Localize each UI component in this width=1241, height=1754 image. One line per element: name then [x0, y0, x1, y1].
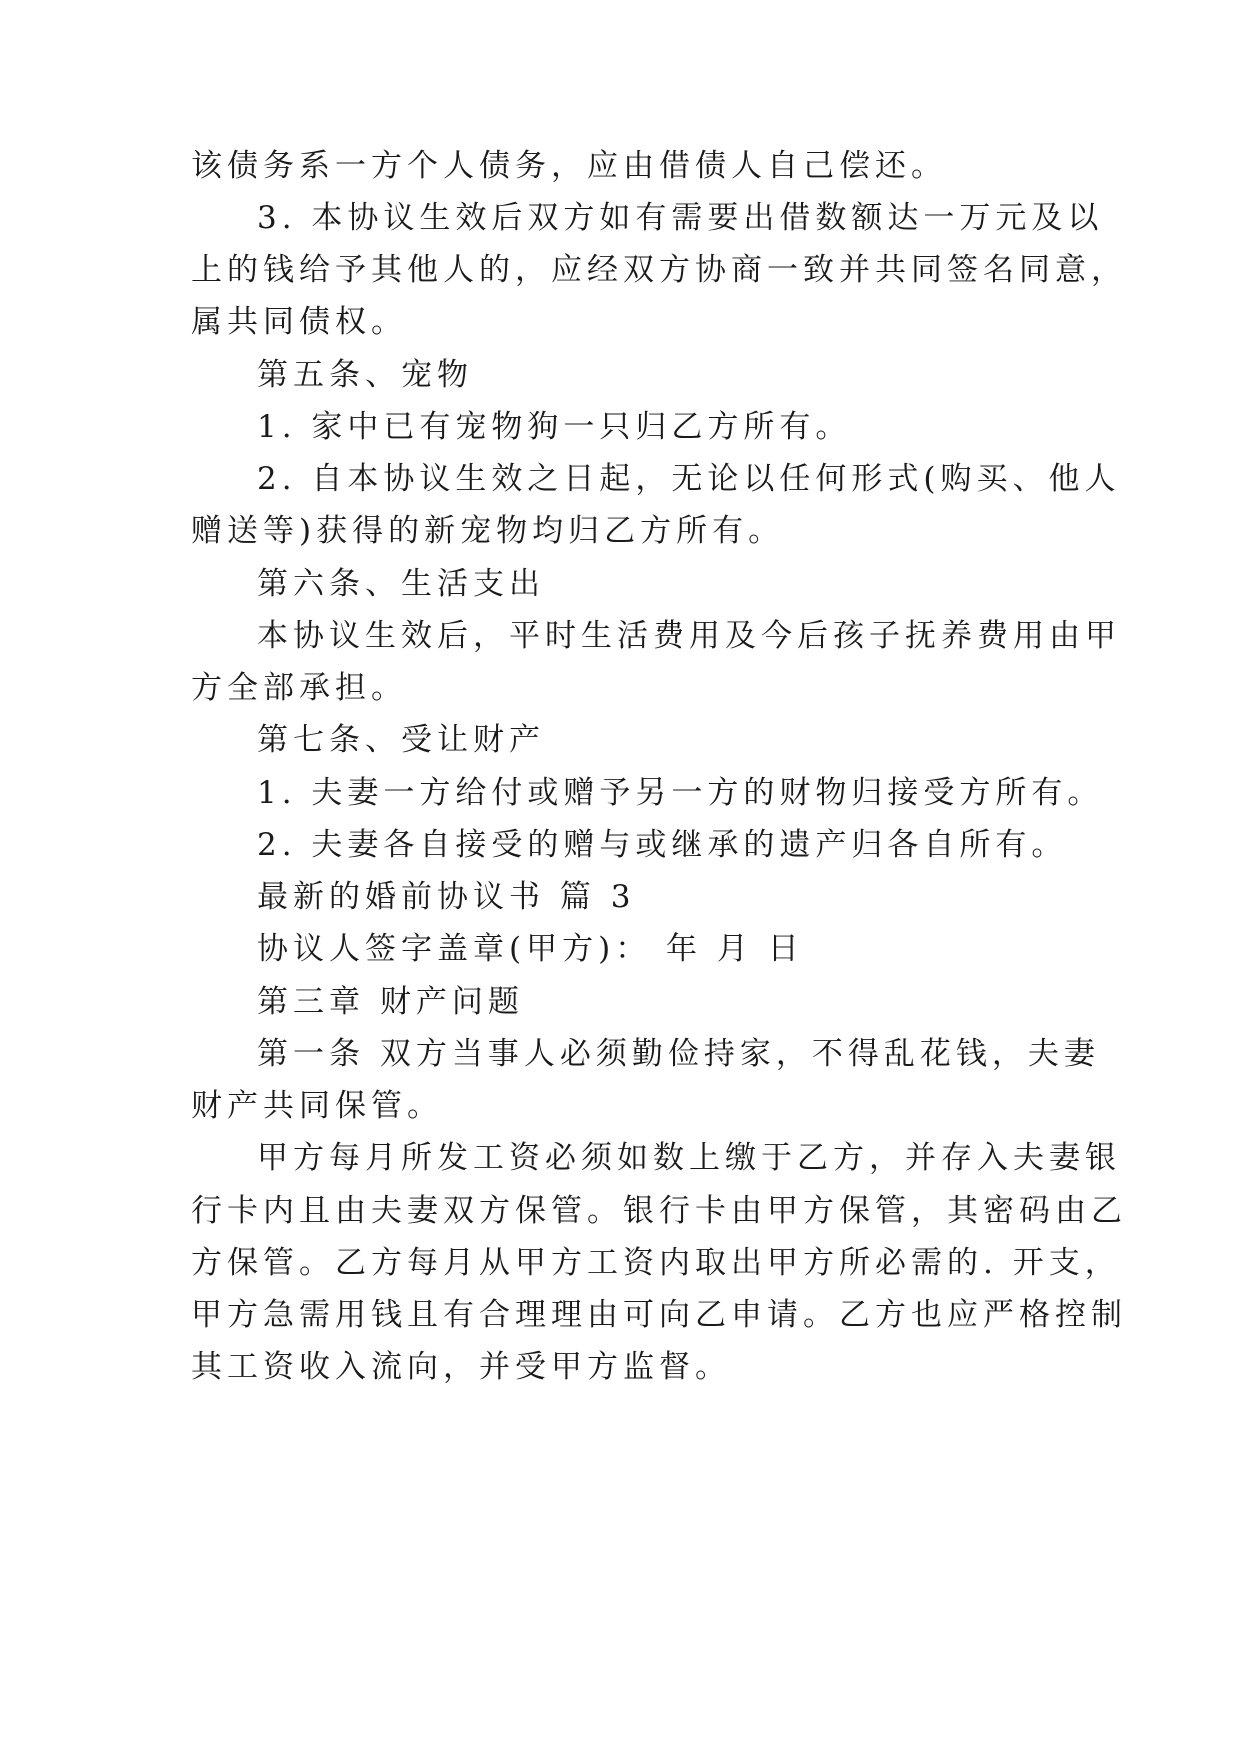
paragraph-line: 第一条 双方当事人必须勤俭持家，不得乱花钱，夫妻: [257, 1036, 1100, 1072]
section-heading: 第五条、宠物: [257, 357, 473, 393]
paragraph-line: 方全部承担。: [191, 670, 407, 706]
section-heading: 第三章 财产问题: [257, 984, 524, 1020]
document-title: 最新的婚前协议书 篇 3: [257, 879, 636, 915]
paragraph-line: 赠送等)获得的新宠物均归乙方所有。: [191, 513, 785, 549]
paragraph-line: 其工资收入流向，并受甲方监督。: [191, 1349, 731, 1385]
paragraph-line: 2. 自本协议生效之日起，无论以任何形式(购买、他人: [257, 461, 1121, 497]
paragraph-line: 方保管。乙方每月从甲方工资内取出甲方所必需的. 开支，: [191, 1245, 1121, 1281]
paragraph-line: 上的钱给予其他人的，应经双方协商一致并共同签名同意，: [191, 252, 1127, 288]
paragraph-line: 本协议生效后，平时生活费用及今后孩子抚养费用由甲: [257, 618, 1121, 654]
paragraph-line: 甲方每月所发工资必须如数上缴于乙方，并存入夫妻银: [257, 1140, 1121, 1176]
signature-line: 协议人签字盖章(甲方)： 年 月 日: [257, 931, 804, 967]
paragraph-line: 甲方急需用钱且有合理理由可向乙申请。乙方也应严格控制: [191, 1297, 1127, 1333]
paragraph-line: 2. 夫妻各自接受的赠与或继承的遗产归各自所有。: [257, 827, 1068, 863]
paragraph-line: 1. 家中已有宠物狗一只归乙方所有。: [257, 409, 852, 445]
paragraph-line: 该债务系一方个人债务，应由借债人自己偿还。: [191, 148, 947, 184]
paragraph-line: 财产共同保管。: [191, 1088, 443, 1124]
section-heading: 第六条、生活支出: [257, 566, 545, 602]
section-heading: 第七条、受让财产: [257, 722, 545, 758]
paragraph-line: 1. 夫妻一方给付或赠予另一方的财物归接受方所有。: [257, 775, 1104, 811]
paragraph-line: 属共同债权。: [191, 304, 407, 340]
paragraph-line: 3. 本协议生效后双方如有需要出借数额达一万元及以: [257, 200, 1104, 236]
paragraph-line: 行卡内且由夫妻双方保管。银行卡由甲方保管，其密码由乙: [191, 1193, 1127, 1229]
